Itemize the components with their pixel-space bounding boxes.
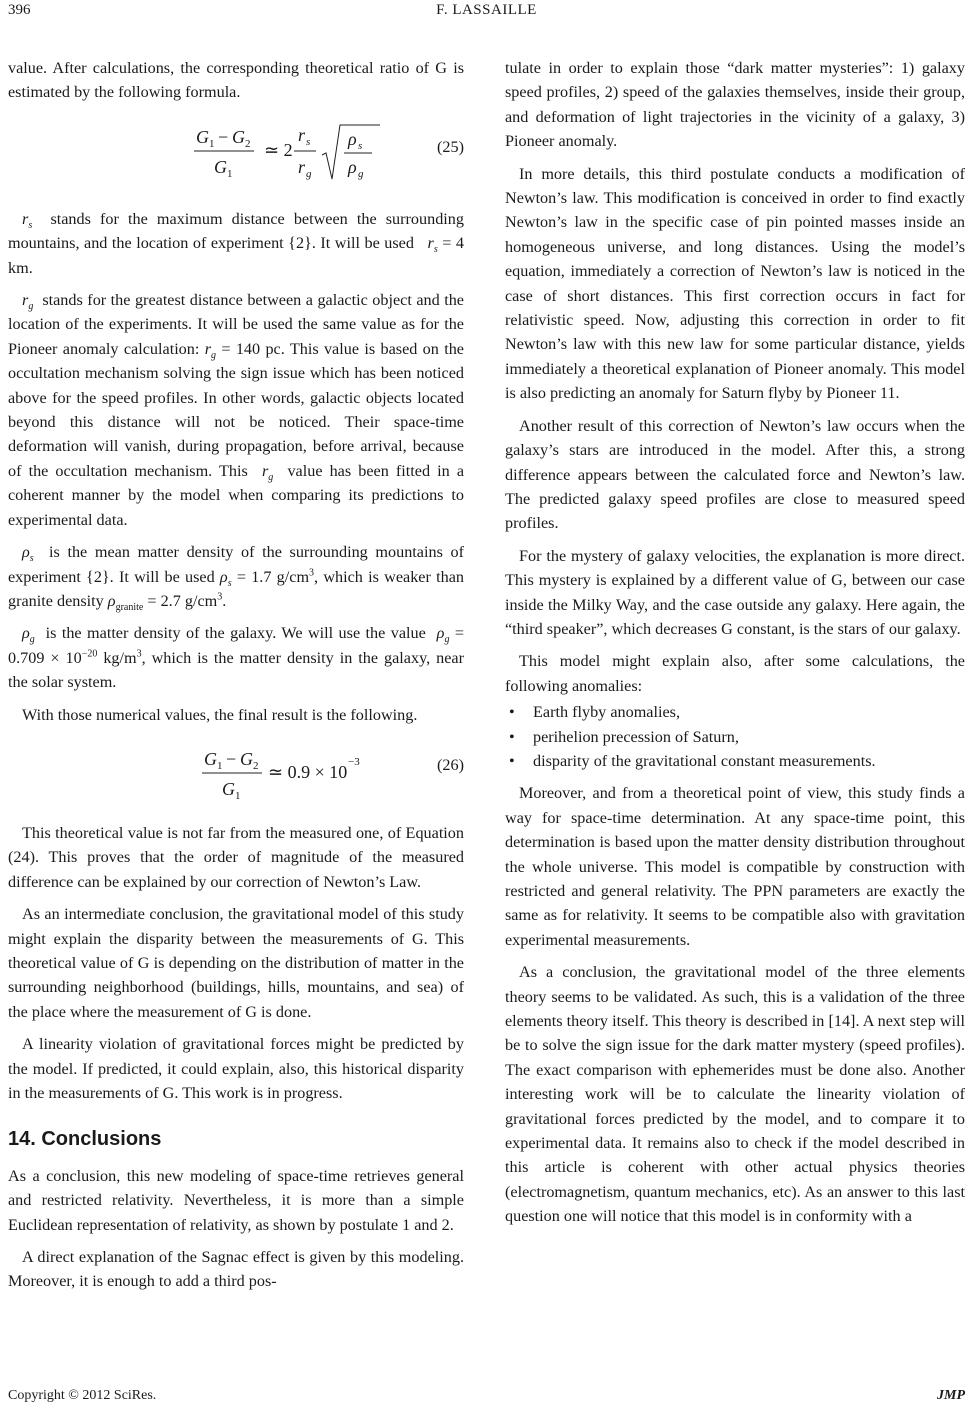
rhos-value: = 1.7 g/cm	[236, 567, 310, 586]
eq25-rg: r	[298, 156, 306, 177]
rs-end: .	[28, 258, 33, 277]
equation-26-number: (26)	[437, 755, 464, 774]
eq25-num-g2-sub: 2	[245, 137, 251, 150]
paragraph-conclusion: As a conclusion, this new modeling of space-time retrieves general and restricted relativity. Nevertheless, it is more than a simple Euclidean representation of relativity, as shown by postulate 1 and 2.	[8, 1166, 464, 1234]
rhos-exp: 3	[309, 567, 315, 579]
symbol-rhog: $\rho_g$	[22, 624, 35, 646]
eq26-den-g1: G	[222, 778, 235, 799]
eq25-den-g1: G	[214, 156, 227, 177]
list-item-text: Earth flyby anomalies,	[533, 703, 680, 722]
paragraph-intermediate: As an intermediate conclusion, the gravitational model of this study might explain the disparity between the measurements of G. This theoretical value of G is depending on the distribution of matter in the surrounding neighborhood (buildings, hills, mountains, and sea) of the place where the measurement of G is done.	[8, 905, 464, 1021]
rs-value: = 4 km	[8, 234, 465, 277]
rhog-value: = 0.709 × 10	[8, 624, 464, 667]
paragraph-rg-text-a: stands for the greatest distance between a galactic object and the location of the experiments. It will be used the same value as for the Pioneer anomaly calculation:	[8, 291, 464, 358]
eq25-rs-sub: s	[306, 135, 311, 148]
equation-25-number: (25)	[437, 137, 464, 156]
equation-26-graphic	[8, 735, 464, 813]
paragraph-rg	[8, 288, 464, 532]
paragraph-rhos-text-b: , which is weaker than granite density	[8, 567, 464, 610]
equation-25-graphic	[8, 113, 464, 199]
symbol-rs-inline: $r_s$	[427, 234, 438, 256]
eq26-minus: −	[226, 748, 237, 769]
paragraph-sagnac: A direct explanation of the Sagnac effect is given by this modeling. Moreover, it is enough to add a third pos-	[8, 1248, 464, 1291]
eq25-rg-sub: g	[306, 167, 312, 180]
paragraph-rs-text: stands for the maximum distance between the surrounding mountains, and the location of experiment {2}. It will be used	[8, 209, 464, 253]
paragraph-final-conclusion: As a conclusion, the gravitational model of the three elements theory seems to be validated. As such, this is a validation of the three elements theory itself. This theory is described in [14]. A next step will be to solve the sign issue for the dark matter mystery (speed profiles). The exact comparison with ephemerides must be done also. Another interesting work will be to calculate the linearity violation of gravitational forces predicted by the model, and to compare it to experimental data. It remains also to check if the model described in this article is coherent with other actual physics theories (electromagnetism, quantum mechanics, etc). As an answer to this last question one will notice that this model is in conformity with a	[505, 963, 965, 1226]
eq26-num-g2: G	[240, 748, 253, 769]
paragraph-rhog-text-b: , which is the matter density in the galaxy, near the solar system.	[8, 648, 464, 692]
list-item	[505, 700, 965, 724]
symbol-rhog-inline: $\rho_g$	[436, 624, 450, 646]
eq26-num-g1: G	[204, 748, 217, 769]
eq26-den-g1-sub: 1	[235, 789, 241, 802]
eq26-rhs: ≃ 0.9 × 10	[268, 761, 348, 782]
paragraph-rg-text-b: . This value is based on the occultation mechanism solving the sign issue which has been noticed above for the speed profiles. In other words, galactic objects located beyond this distance will not be noticed. Their space-time deformation will vanish, during propagation, before arrival, because of the occultation mechanism. This	[8, 339, 464, 480]
section-heading-conclusions: 14. Conclusions	[8, 1128, 162, 1151]
granite-exp: 3	[217, 591, 223, 603]
eq25-rhog-sub: g	[358, 167, 364, 180]
footer-journal: JMP	[937, 1388, 965, 1403]
paragraph-moreover: Moreover, and from a theoretical point of view, this study finds a way for space-time determination. At any space-time point, this determination is based upon the matter density distribution throughout the whole universe. This model is compatible by construction with restricted and general relativity. The PPN parameters are exactly the same as for relativity. It seems to be compatible also with gravitation experimental measurements.	[505, 784, 965, 949]
rhog-exp: −20	[81, 648, 98, 660]
paragraph-rg-text-c: value has been fitted in a coherent manner by the model when comparing its predictions to experimental data.	[8, 461, 465, 529]
eq25-rhos-sub: s	[358, 139, 363, 152]
paragraph-linearity: A linearity violation of gravitational forces might be predicted by the model. If predicted, it could explain, also, this historical disparity in the measurements of G. This work is in progress.	[8, 1035, 464, 1102]
eq25-rhos: ρ	[348, 128, 357, 149]
list-item	[505, 725, 965, 749]
eq26-exp: −3	[348, 755, 360, 768]
granite-sub: granite	[115, 602, 144, 614]
paragraph-galaxy-velocities: For the mystery of galaxy velocities, the explanation is more direct. This mystery is explained by a different value of G, between our case inside the Milky Way, and the case outside any galaxy. Here again, the “third speaker”, which decreases G constant, is the stars of our galaxy.	[505, 546, 965, 638]
footer-copyright: Copyright © 2012 SciRes.	[8, 1388, 157, 1403]
equation-25	[8, 113, 464, 199]
eq25-num-g1: G	[196, 126, 209, 147]
rhog-unit: kg/m	[103, 648, 137, 667]
equation-26	[8, 735, 464, 813]
anomalies-list	[505, 700, 965, 773]
eq26-num-g1-sub: 1	[217, 759, 223, 772]
symbol-rg-inline-2: $r_g$	[254, 461, 274, 484]
symbol-rg-inline: $r_g$	[204, 339, 217, 362]
paragraph-anomalies-intro: This model might explain also, after some calculations, the following anomalies:	[505, 652, 965, 695]
bullet-icon: •	[509, 751, 515, 770]
symbol-rhos: $\rho_s$	[22, 543, 34, 565]
eq25-minus: −	[218, 126, 229, 147]
paragraph-intro: value. After calculations, the corresponding theoretical ratio of G is estimated by the following formula.	[8, 59, 464, 102]
paragraph-third-postulate: In more details, this third postulate conducts a modification of Newton’s law. This modification is conceived in order to find exactly Newton’s law in the specific case of pin pointed masses inside an homogeneous universe, and long distances. Using the model’s equation, immediately a correction of Newton’s law is noticed in the case of short distances. This first correction occurs in fact for relativistic speed. Now, adjusting this correction in order to fit Newton’s law with this new law for some particular distance, yields immediately a theoretical explanation of Pioneer anomaly. This model is also predicting an anomaly for Saturn flyby by Pioneer 11.	[505, 164, 965, 403]
eq26-num-g2-sub: 2	[253, 759, 259, 772]
list-item	[505, 749, 965, 773]
paragraph-numerical: With those numerical values, the final result is the following.	[22, 705, 418, 724]
eq25-approx-two: ≃ 2	[264, 139, 293, 160]
right-column	[505, 56, 965, 1237]
symbol-rg: $r_g$	[22, 291, 34, 313]
eq25-num-g1-sub: 1	[209, 137, 215, 150]
eq25-num-g2: G	[232, 126, 245, 147]
list-item-text: perihelion precession of Saturn,	[533, 727, 739, 746]
eq25-rhog: ρ	[348, 156, 357, 177]
bullet-icon: •	[509, 703, 515, 722]
symbol-rho-granite: ρ	[107, 591, 116, 610]
bullet-icon: •	[509, 727, 515, 746]
running-header-author: F. LASSAILLE	[436, 2, 537, 18]
rhog-unit-exp: 3	[136, 648, 142, 660]
eq25-rs: r	[298, 124, 306, 145]
paragraph-rhog-text-a: is the matter density of the galaxy. We will use the value	[45, 624, 426, 643]
eq25-den-g1-sub: 1	[227, 167, 233, 180]
page-number: 396	[8, 2, 31, 18]
paragraph-rhos-text-a: is the mean matter density of the surrounding mountains of experiment {2}. It will be used	[8, 543, 465, 586]
paragraph-rhos	[8, 540, 464, 613]
symbol-rs: $r_s$	[22, 209, 33, 232]
paragraph-another-result: Another result of this correction of Newton’s law occurs when the galaxy’s stars are introduced in the model. After this, a strong difference appears between the calculated force and Newton’s law. The predicted galaxy speed profiles are close to measured speed profiles.	[505, 416, 965, 533]
paragraph-continuation: tulate in order to explain those “dark matter mysteries”: 1) galaxy speed profiles, 2) speed of the galaxies themselves, inside their group, and deformation of light trajectories in the vicinity of a galaxy, 3) Pioneer anomaly.	[505, 59, 965, 151]
symbol-rhos-inline: $\rho_s$	[219, 567, 232, 589]
paragraph-theoretical: This theoretical value is not far from the measured one, of Equation (24). This proves that the order of magnitude of the measured difference can be explained by our correction of Newton’s Law.	[8, 823, 464, 891]
list-item-text: disparity of the gravitational constant measurements.	[533, 751, 876, 770]
left-column	[8, 56, 464, 1302]
rg-value: = 140 pc	[221, 339, 281, 358]
paragraph-rs	[8, 207, 464, 280]
paragraph-rhog	[8, 621, 464, 694]
granite-value: = 2.7 g/cm	[147, 591, 218, 610]
rhos-end: .	[222, 591, 227, 610]
